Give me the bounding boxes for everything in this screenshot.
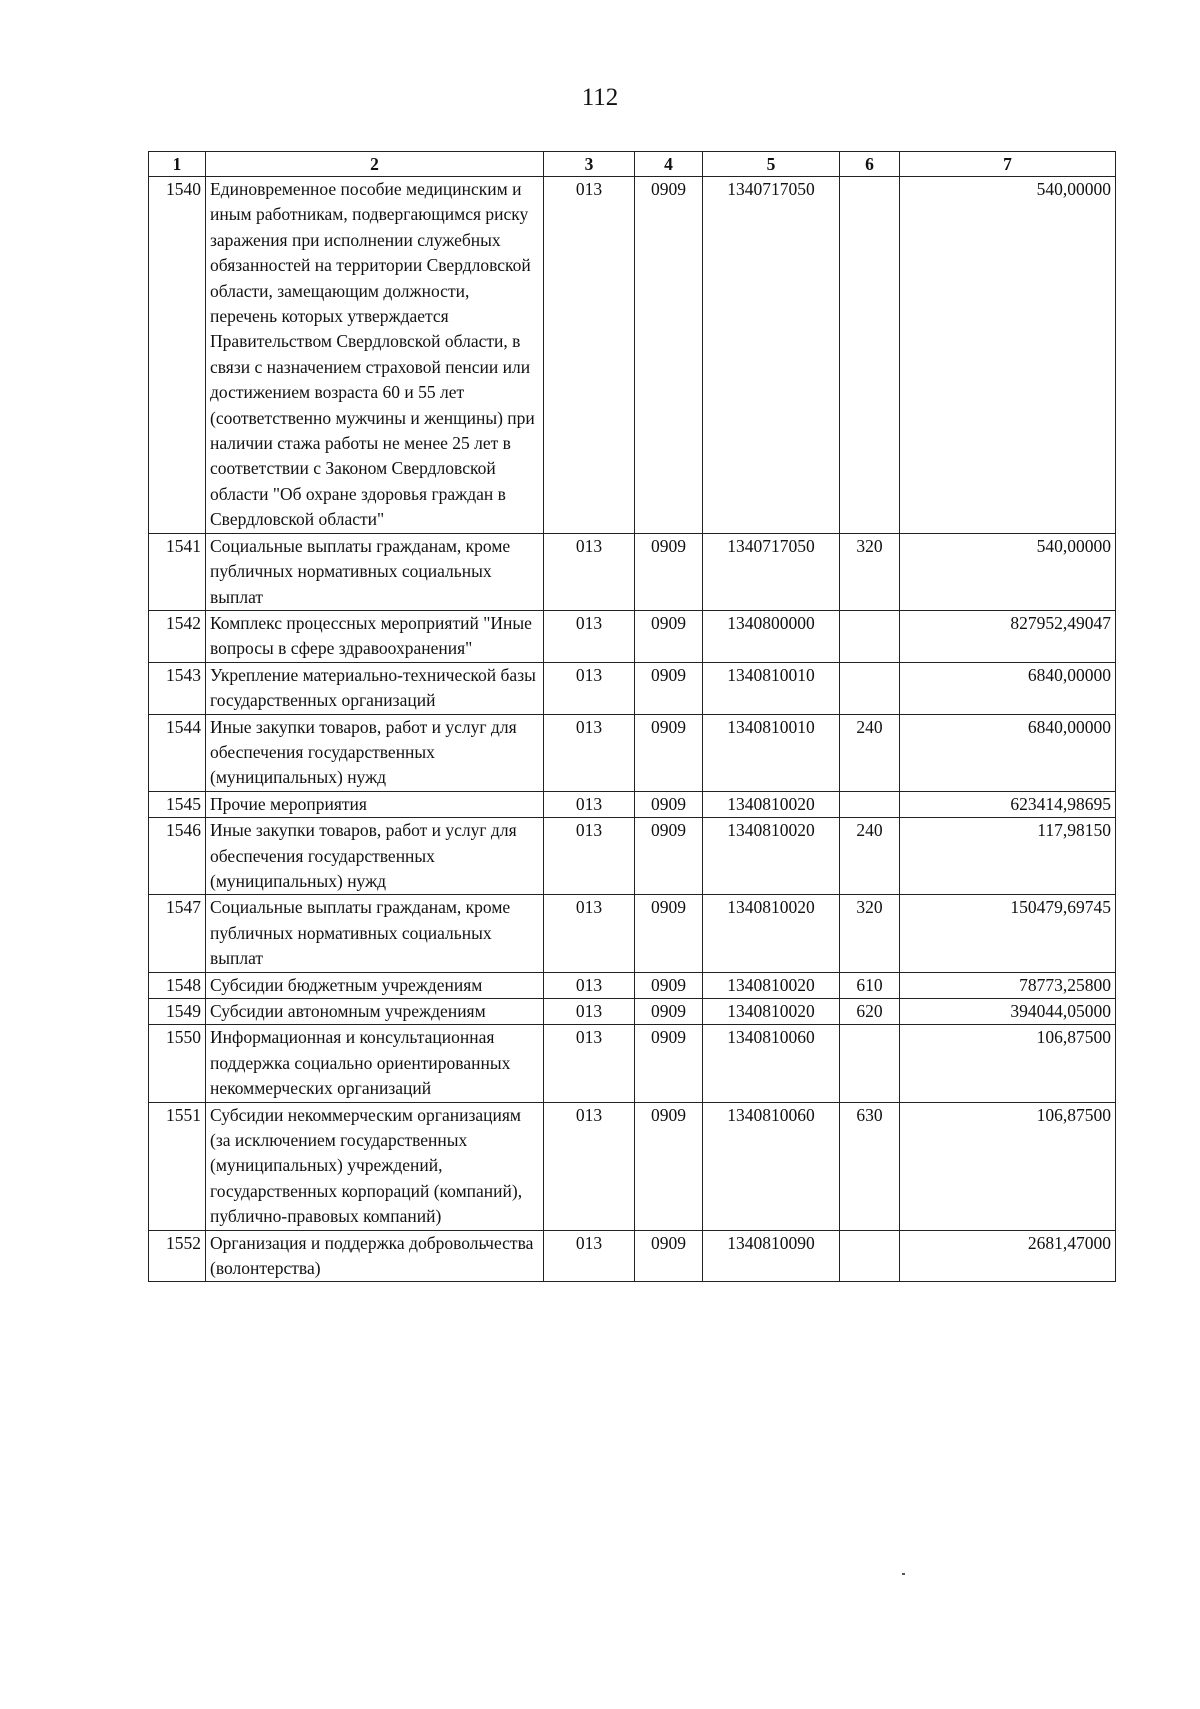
expense-type-code: 320 <box>840 895 900 972</box>
row-name: Иные закупки товаров, работ и услуг для обеспечения государственных (муниципальных) нужд <box>206 818 544 895</box>
target-code: 1340717050 <box>703 177 840 534</box>
header-col-3: 3 <box>544 152 635 177</box>
row-name: Субсидии бюджетным учреждениям <box>206 972 544 998</box>
ministry-code: 013 <box>544 610 635 662</box>
ministry-code: 013 <box>544 1025 635 1102</box>
amount: 78773,25800 <box>900 972 1116 998</box>
row-name: Субсидии некоммерческим организациям (за исключением государственных (муниципальных) учреждений, государственных корпораций (компаний), публично-правовых компаний) <box>206 1102 544 1230</box>
amount: 6840,00000 <box>900 714 1116 791</box>
section-code: 0909 <box>635 1230 703 1282</box>
row-number: 1546 <box>149 818 206 895</box>
section-code: 0909 <box>635 177 703 534</box>
target-code: 1340810090 <box>703 1230 840 1282</box>
section-code: 0909 <box>635 999 703 1025</box>
header-row <box>149 152 1116 177</box>
ministry-code: 013 <box>544 1230 635 1282</box>
amount: 827952,49047 <box>900 610 1116 662</box>
ministry-code: 013 <box>544 895 635 972</box>
ministry-code: 013 <box>544 714 635 791</box>
table-row <box>149 1025 1116 1102</box>
row-number: 1549 <box>149 999 206 1025</box>
expense-type-code <box>840 662 900 714</box>
amount: 106,87500 <box>900 1102 1116 1230</box>
row-name: Комплекс процессных мероприятий "Иные вопросы в сфере здравоохранения" <box>206 610 544 662</box>
ministry-code: 013 <box>544 533 635 610</box>
target-code: 1340810020 <box>703 999 840 1025</box>
row-number: 1544 <box>149 714 206 791</box>
ministry-code: 013 <box>544 972 635 998</box>
section-code: 0909 <box>635 818 703 895</box>
table-row <box>149 714 1116 791</box>
target-code: 1340810020 <box>703 895 840 972</box>
header-col-7: 7 <box>900 152 1116 177</box>
target-code: 1340810010 <box>703 662 840 714</box>
row-number: 1548 <box>149 972 206 998</box>
section-code: 0909 <box>635 972 703 998</box>
table-row <box>149 999 1116 1025</box>
row-number: 1547 <box>149 895 206 972</box>
budget-table <box>148 151 1116 1282</box>
target-code: 1340717050 <box>703 533 840 610</box>
section-code: 0909 <box>635 1102 703 1230</box>
table-row <box>149 972 1116 998</box>
table-row <box>149 895 1116 972</box>
section-code: 0909 <box>635 610 703 662</box>
target-code: 1340810060 <box>703 1102 840 1230</box>
amount: 2681,47000 <box>900 1230 1116 1282</box>
expense-type-code <box>840 1025 900 1102</box>
header-col-4: 4 <box>635 152 703 177</box>
section-code: 0909 <box>635 791 703 817</box>
row-name: Единовременное пособие медицинским и иным работникам, подвергающимся риску заражения при исполнении служебных обязанностей на территории Свердловской области, замещающим должности, перечень которых утверждается Правительством Свердловской области, в связи с назначением страховой пенсии или достижением возраста 60 и 55 лет (соответственно мужчины и женщины) при наличии стажа работы не менее 25 лет в соответствии с Законом Свердловской области "Об охране здоровья граждан в Свердловской области" <box>206 177 544 534</box>
ministry-code: 013 <box>544 999 635 1025</box>
header-col-1: 1 <box>149 152 206 177</box>
row-number: 1542 <box>149 610 206 662</box>
table-row <box>149 791 1116 817</box>
expense-type-code: 620 <box>840 999 900 1025</box>
header-col-5: 5 <box>703 152 840 177</box>
row-number: 1551 <box>149 1102 206 1230</box>
expense-type-code: 320 <box>840 533 900 610</box>
page-number: 112 <box>581 84 619 111</box>
table-row <box>149 610 1116 662</box>
row-number: 1545 <box>149 791 206 817</box>
table-row <box>149 662 1116 714</box>
ministry-code: 013 <box>544 1102 635 1230</box>
header-col-6: 6 <box>840 152 900 177</box>
expense-type-code <box>840 1230 900 1282</box>
section-code: 0909 <box>635 714 703 791</box>
expense-type-code: 240 <box>840 818 900 895</box>
target-code: 1340810020 <box>703 791 840 817</box>
header-col-2: 2 <box>206 152 544 177</box>
expense-type-code <box>840 610 900 662</box>
row-name: Социальные выплаты гражданам, кроме публичных нормативных социальных выплат <box>206 533 544 610</box>
row-name: Информационная и консультационная поддержка социально ориентированных некоммерческих организаций <box>206 1025 544 1102</box>
amount: 540,00000 <box>900 177 1116 534</box>
amount: 394044,05000 <box>900 999 1116 1025</box>
section-code: 0909 <box>635 895 703 972</box>
ministry-code: 013 <box>544 791 635 817</box>
table-row <box>149 177 1116 534</box>
row-number: 1552 <box>149 1230 206 1282</box>
expense-type-code <box>840 791 900 817</box>
amount: 6840,00000 <box>900 662 1116 714</box>
section-code: 0909 <box>635 533 703 610</box>
expense-type-code: 610 <box>840 972 900 998</box>
ministry-code: 013 <box>544 177 635 534</box>
row-name: Иные закупки товаров, работ и услуг для обеспечения государственных (муниципальных) нужд <box>206 714 544 791</box>
row-name: Организация и поддержка добровольчества (волонтерства) <box>206 1230 544 1282</box>
row-number: 1543 <box>149 662 206 714</box>
table-row <box>149 1102 1116 1230</box>
section-code: 0909 <box>635 662 703 714</box>
target-code: 1340810020 <box>703 972 840 998</box>
expense-type-code: 240 <box>840 714 900 791</box>
row-name: Укрепление материально-технической базы государственных организаций <box>206 662 544 714</box>
amount: 150479,69745 <box>900 895 1116 972</box>
target-code: 1340810010 <box>703 714 840 791</box>
row-name: Субсидии автономным учреждениям <box>206 999 544 1025</box>
scan-speck <box>902 1573 905 1575</box>
amount: 623414,98695 <box>900 791 1116 817</box>
table-row <box>149 533 1116 610</box>
row-name: Прочие мероприятия <box>206 791 544 817</box>
row-number: 1550 <box>149 1025 206 1102</box>
amount: 540,00000 <box>900 533 1116 610</box>
expense-type-code <box>840 177 900 534</box>
expense-type-code: 630 <box>840 1102 900 1230</box>
section-code: 0909 <box>635 1025 703 1102</box>
target-code: 1340810020 <box>703 818 840 895</box>
ministry-code: 013 <box>544 662 635 714</box>
row-number: 1541 <box>149 533 206 610</box>
row-name: Социальные выплаты гражданам, кроме публичных нормативных социальных выплат <box>206 895 544 972</box>
amount: 106,87500 <box>900 1025 1116 1102</box>
ministry-code: 013 <box>544 818 635 895</box>
amount: 117,98150 <box>900 818 1116 895</box>
row-number: 1540 <box>149 177 206 534</box>
target-code: 1340810060 <box>703 1025 840 1102</box>
target-code: 1340800000 <box>703 610 840 662</box>
table-row <box>149 1230 1116 1282</box>
table-row <box>149 818 1116 895</box>
